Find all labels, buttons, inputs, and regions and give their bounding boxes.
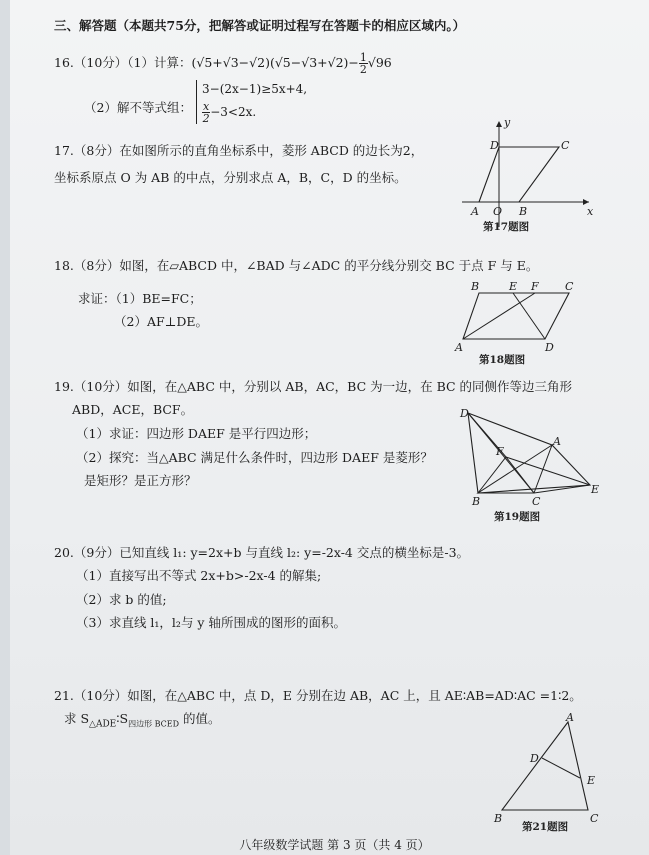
q21-label-C: C (590, 812, 599, 825)
q17-line2: 坐标系原点 O 为 AB 的中点，分别求点 A，B，C，D 的坐标。 (54, 170, 407, 185)
q21-ratio: ∶S (116, 711, 129, 726)
q18-label-F: F (531, 280, 539, 293)
q17-label-x: x (587, 205, 594, 218)
q18-figure (453, 281, 593, 371)
page-footer: 八年级数学试题 第 3 页（共 4 页） (239, 838, 430, 852)
q17-label-O: O (493, 205, 503, 218)
q16-inequality-1: 3−(2x−1)≥5x+4, (202, 82, 308, 96)
q16-x-num: x (203, 100, 210, 113)
q18-line1: 18.（8分）如图，在▱ABCD 中，∠BAD 与∠ADC 的平分线分别交 BC 于点 F 与 E。 (54, 258, 539, 273)
q18-proof-part1: 求证：（1）BE=FC； (78, 291, 202, 306)
q17-label-D: D (490, 139, 499, 152)
q16-prefix: 16.（10分）（1）计算： (54, 55, 192, 70)
section-title: 三、解答题（本题共75分，把解答或证明过程写在答题卡的相应区域内。） (54, 18, 466, 33)
q19-label-D: D (460, 407, 469, 420)
q18-segment-AF (463, 293, 535, 339)
q21-label-A: A (566, 711, 574, 724)
q19-part1: （1）求证：四边形 DAEF 是平行四边形； (76, 426, 317, 441)
q18-label-D: D (545, 341, 554, 354)
q21-s-prefix: 求 S (64, 711, 90, 726)
q19-figure (456, 405, 606, 525)
q20-line1: 20.（9分）已知直线 l₁: y=2x+b 与直线 l₂: y=-2x-4 交点的横坐标是-3。 (54, 545, 470, 560)
q16-half-den: 2 (359, 63, 367, 76)
q21-triangle-ABC (502, 722, 588, 810)
q17-label-y: y (504, 116, 511, 129)
q21-sub-bced: 四边形 BCED (128, 719, 180, 729)
q20-part3: （3）求直线 l₁，l₂与 y 轴所围成的图形的面积。 (76, 615, 346, 630)
q21-label-D: D (530, 752, 539, 765)
q19-caption: 第19题图 (494, 511, 541, 523)
q21-suffix: 的值。 (179, 711, 221, 726)
q19-label-A: A (553, 435, 561, 448)
q16-expression: (√5+√3−√2)(√5−√3+√2)− (191, 55, 359, 70)
q16-x-half (202, 101, 210, 124)
q16-x-den: 2 (202, 112, 210, 125)
q17-figure (457, 117, 597, 232)
q20-part1: （1）直接写出不等式 2x+b>-2x-4 的解集; (76, 568, 322, 583)
q18-proof-part2: （2）AF⊥DE。 (114, 314, 209, 329)
q19-label-F: F (496, 445, 504, 458)
q16-sqrt-tail: √96 (367, 55, 392, 70)
q19-outer-shape (468, 413, 590, 493)
q16-inequality-system (196, 80, 307, 124)
q19-part2b: 是矩形？是正方形？ (84, 473, 197, 488)
q16-inequality-2 (202, 101, 307, 124)
q18-label-E: E (509, 280, 518, 293)
q21-label-E: E (587, 774, 596, 787)
q18-label-A: A (455, 341, 463, 354)
q21-line2 (64, 711, 221, 733)
q17-rhombus (479, 147, 559, 202)
q19-line2: ABD，ACE，BCF。 (72, 402, 194, 417)
q21-sub-ade: △ADE (89, 719, 117, 730)
q18-segment-DE (513, 293, 545, 339)
q16-inequality-2-rest: −3<2x. (210, 105, 257, 119)
q16-half-num: 1 (359, 51, 367, 64)
q19-line1: 19.（10分）如图，在△ABC 中，分别以 AB，AC，BC 为一边，在 BC 的同侧作等边三角形 (54, 379, 573, 394)
q18-label-C: C (565, 280, 574, 293)
q17-y-arrow-icon (496, 121, 502, 127)
q19-part2: （2）探究：当△ABC 满足什么条件时，四边形 DAEF 是菱形？ (76, 450, 433, 465)
q16-part1 (54, 52, 392, 75)
q17-line1: 17.（8分）在如图所示的直角坐标系中，菱形 ABCD 的边长为2， (54, 143, 424, 158)
q16-half-fraction (359, 52, 368, 75)
q18-parallelogram (463, 293, 569, 339)
q19-segment-CE (534, 485, 590, 493)
q18-caption: 第18题图 (479, 354, 526, 366)
q17-label-C: C (561, 139, 570, 152)
q19-label-C: C (532, 495, 541, 508)
q17-caption: 第17题图 (483, 221, 530, 233)
q17-label-B: B (519, 205, 528, 218)
q21-figure (490, 712, 610, 832)
q21-line1: 21.（10分）如图，在△ABC 中，点 D，E 分别在边 AB，AC 上，且 AE∶AB=AD∶AC =1∶2。 (54, 688, 582, 703)
q18-label-B: B (471, 280, 480, 293)
q17-label-A: A (471, 205, 479, 218)
q19-label-B: B (472, 495, 481, 508)
q16-part2-label: （2）解不等式组： (84, 100, 192, 115)
q20-part2: （2）求 b 的值; (76, 592, 167, 607)
q21-label-B: B (494, 812, 503, 825)
q19-label-E: E (591, 483, 600, 496)
q21-caption: 第21题图 (522, 821, 569, 833)
q21-segment-DE (542, 758, 580, 778)
